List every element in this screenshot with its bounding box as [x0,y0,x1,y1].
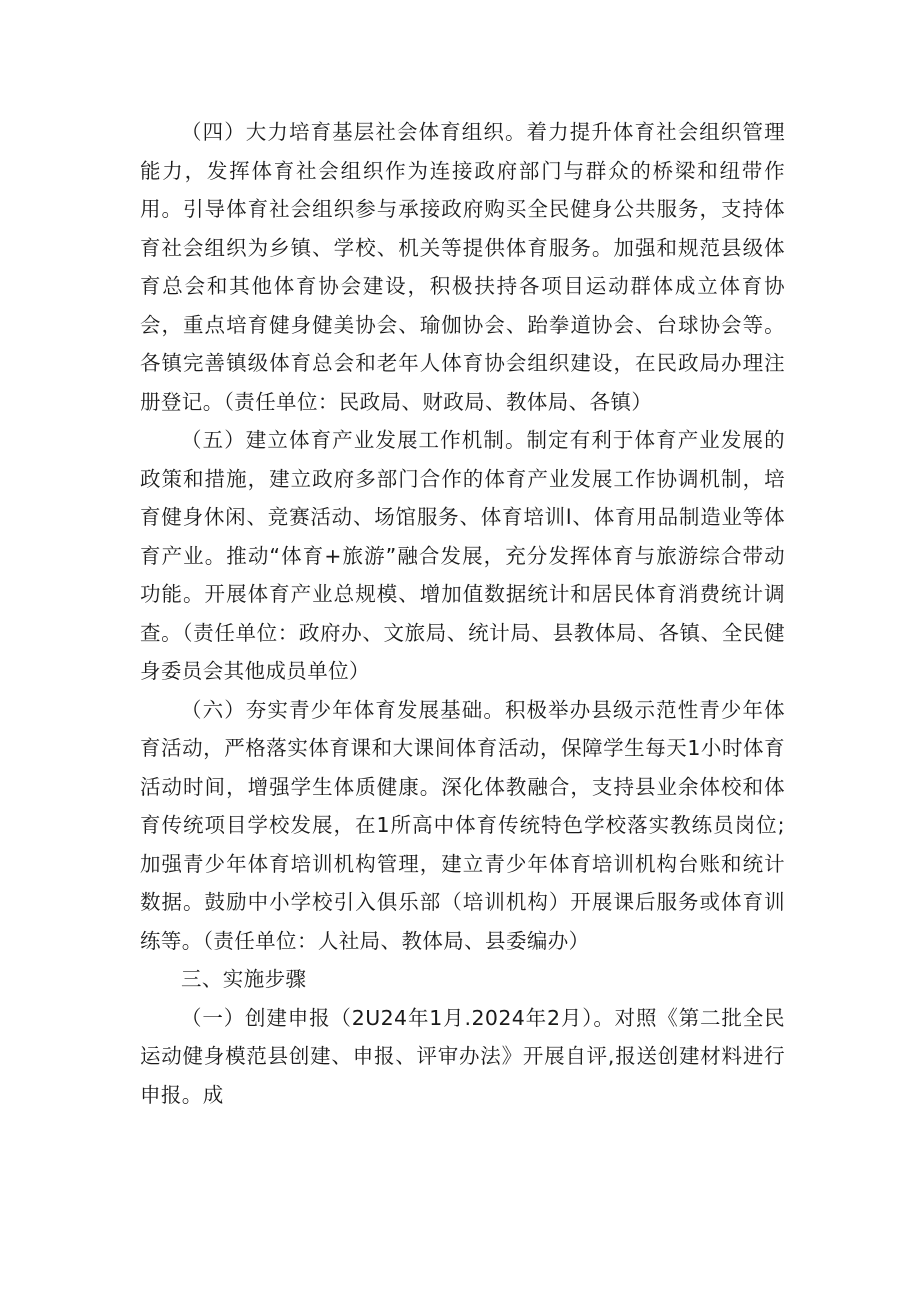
paragraph-sports-industry-mechanism: （五）建立体育产业发展工作机制。制定有利于体育产业发展的政策和措施，建立政府多部门合作的体育产业发展工作协调机制，培育健身休闲、竞赛活动、场馆服务、体育培训l、体育用品制造业等体育产业。推动“体育+旅游”融合发展，充分发挥体育与旅游综合带动功能。开展体育产业总规模、增加值数据统计和居民体育消费统计调查。（责任单位：政府办、文旅局、统计局、县教体局、各镇、全民健身委员会其他成员单位） [140,428,785,683]
paragraph-youth-sports-foundation: （六）夯实青少年体育发展基础。积极举办县级示范性青少年体育活动，严格落实体育课和大课间体育活动，保障学生每天1小时体育活动时间，增强学生体质健康。深化体教融合，支持县业余体校和体育传统项目学校发展，在1所高中体育传统特色学校落实教练员岗位;加强青少年体育培训机构管理，建立青少年体育培训机构台账和统计数据。鼓励中小学校引入俱乐部（培训机构）开展课后服务或体育训练等。（责任单位：人社局、教体局、县委编办） [140,697,785,953]
paragraph-basic-sports-organizations: （四）大力培育基层社会体育组织。着力提升体育社会组织管理能力，发挥体育社会组织作为连接政府部门与群众的桥梁和纽带作用。引导体育社会组织参与承接政府购买全民健身公共服务，支持体育社会组织为乡镇、学校、机关等提供体育服务。加强和规范县级体育总会和其他体育协会建设，积极扶持各项目运动群体成立体育协会，重点培育健身健美协会、瑜伽协会、跆拳道协会、台球协会等。各镇完善镇级体育总会和老年人体育协会组织建设，在民政局办理注册登记。（责任单位：民政局、财政局、教体局、各镇） [140,120,785,414]
document-body [140,113,785,1114]
paragraph-creation-application: （一）创建申报（2U24年1月.2024年2月）。对照《第二批全民运动健身模范县创建、申报、评审办法》开展自评,报送创建材料进行申报。成 [140,1005,785,1107]
section-heading-implementation-steps: 三、实施步骤 [181,967,307,991]
